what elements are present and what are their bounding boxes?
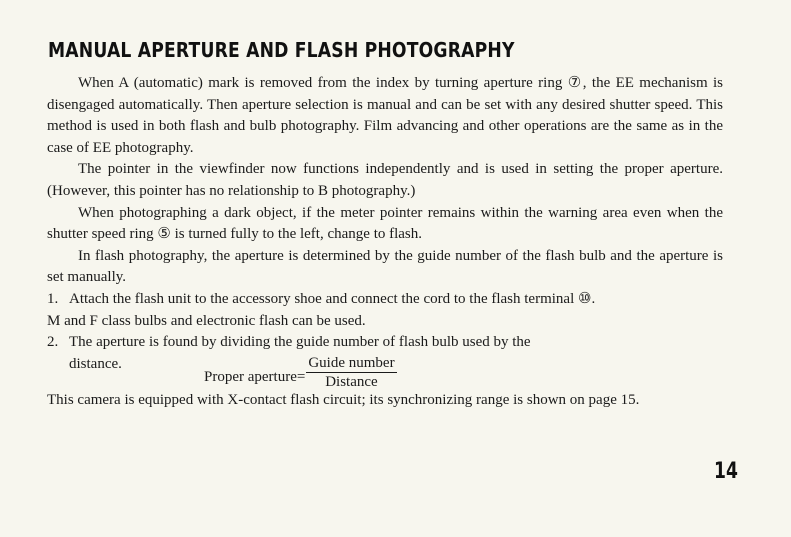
- step-2-number: 2.: [47, 334, 59, 351]
- paragraph-3: When photographing a dark object, if the meter pointer remains within the warning area even when the shutter speed ring ⑤ is turned fully to the left, change to flash.: [47, 204, 723, 243]
- step-2-text-continued: distance.: [69, 355, 122, 372]
- formula-denominator: Distance: [325, 373, 378, 390]
- step-1-text: Attach the flash unit to the accessory shoe and connect the cord to the flash terminal ⑩.: [69, 290, 596, 307]
- page-number: 14: [714, 459, 738, 484]
- paragraph-2: The pointer in the viewfinder now functions independently and is used in setting the proper aperture. (However, this pointer has no relationship to B photography.): [47, 161, 723, 199]
- step-2-closing: This camera is equipped with X-contact flash circuit; its synchronizing range is shown on page 15.: [47, 391, 640, 408]
- formula-numerator: Guide number: [308, 354, 395, 371]
- step-1-number: 1.: [47, 290, 59, 307]
- formula-label: Proper aperture=: [204, 368, 306, 385]
- formula-row: [69, 354, 723, 390]
- aperture-formula: [204, 354, 397, 392]
- step-1: [47, 289, 723, 311]
- page-title: MANUAL APERTURE AND FLASH PHOTOGRAPHY: [48, 38, 515, 62]
- formula-fraction: [306, 354, 396, 392]
- page-body: [47, 73, 723, 411]
- step-1-note: M and F class bulbs and electronic flash can be used.: [47, 312, 366, 329]
- paragraph-4: In flash photography, the aperture is determined by the guide number of the flash bulb and the aperture is set manually.: [47, 247, 723, 286]
- step-2-text: The aperture is found by dividing the guide number of flash bulb used by the: [69, 334, 531, 351]
- paragraph-1: When A (automatic) mark is removed from the index by turning aperture ring ⑦, the EE mechanism is disengaged automatically. Then aperture selection is manual and can be set with any desired shutter speed. This method is used in both flash and bulb photography. Film advancing and other operations are the same as in the case of EE photography.: [47, 75, 723, 156]
- step-2: [47, 332, 723, 354]
